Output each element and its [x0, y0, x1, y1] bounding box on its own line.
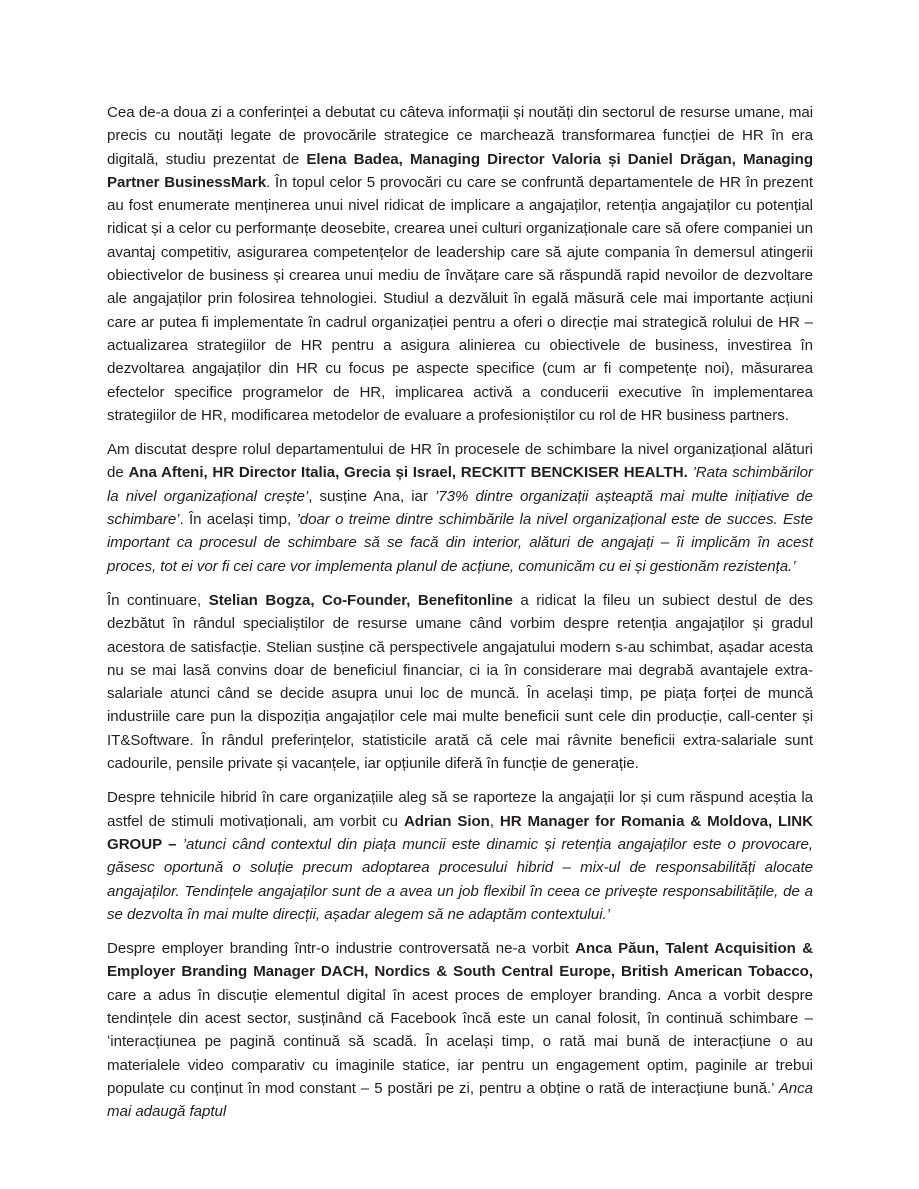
text-run-normal: ,	[489, 812, 500, 830]
text-run-italic: ’Rata schimbărilor la nivel organizațional crește’	[107, 464, 818, 505]
paragraph-1	[107, 101, 818, 427]
text-run-bold: Elena Badea, Managing Director Valoria și Daniel Drăgan, Managing Partner BusinessMark	[107, 150, 818, 191]
text-run-italic: ’doar o treime dintre schimbările la nivel organizațional este de succes. Este important ca procesul de schimbare să se facă din interior, alături de angajați – îi implicăm în acest proces, tot ei vor fi cei care vor implementa planul de acțiune, comunicăm cu ei și gestionăm rezistența.’	[107, 511, 818, 575]
text-run-bold: Ana Afteni, HR Director Italia, Grecia și Israel, RECKITT BENCKISER HEALTH.	[128, 464, 688, 482]
text-run-italic: ’atunci când contextul din piața muncii este dinamic și retenția angajaților este o provocare, găsesc oportună o soluție precum adoptarea procesului hibrid – mix-ul de responsabilități alocate angajaților. Tendințele angajaților sunt de a avea un job flexibil în ceea ce privește responsabilitățile, de a se dezvolta în mai multe direcții, așadar alegem să ne adaptăm contextului.’	[107, 835, 818, 923]
paragraph-5	[107, 937, 818, 1123]
text-run-italic: Anca mai adaugă faptul	[107, 1079, 818, 1121]
text-run-normal: Cea de-a doua zi a conferinței a debutat cu câteva informații și noutăți din sectorul de resurse umane, mai precis cu noutăți legate de provocările strategice ce marchează transformarea funcției de HR în era digitală, studiu prezentat de	[107, 104, 818, 168]
text-run-normal: Despre employer branding într-o industrie controversată ne-a vorbit	[107, 940, 576, 958]
text-run-normal: În continuare,	[107, 591, 209, 609]
paragraph-2	[107, 438, 818, 578]
text-run-normal: Am discutat despre rolul departamentului de HR în procesele de schimbare la nivel organizațional alături de	[107, 441, 818, 482]
text-run-bold: Adrian Sion	[403, 812, 490, 830]
text-run-bold: HR Manager for Romania & Moldova, LINK GROUP –	[107, 812, 818, 853]
text-run-normal: a ridicat la fileu un subiect destul de des dezbătut în rândul specialiștilor de resurse umane când vorbim despre retenția angajaților și gradul acestora de satisfacție. Stelian susține că perspectivele angajatului modern s-au schimbat, așadar acesta nu se mai lasă convins doar de beneficiul financiar, ci ia în considerare mai degrabă avantajele extra-salariale atunci când se decide asupra unui loc de muncă. În același timp, pe piața forței de muncă industriile care pun la dispoziția angajaților cele mai multe beneficii sunt cele din producție, call-center și IT&Software. În rândul preferințelor, statisticile arată că cele mai râvnite beneficii extra-salariale sunt cadourile, pensile private și vacanțele, iar opțiunile diferă în funcție de generație.	[107, 591, 818, 773]
paragraph-3	[107, 589, 818, 775]
text-run-normal: , susține Ana, iar	[308, 487, 435, 505]
text-run-normal: Despre tehnicile hibrid în care organizațiile aleg să se raporteze la angajații lor și cum răspund aceștia la astfel de stimuli motivaționali, am vorbit cu	[107, 789, 818, 830]
text-run-normal: . În același timp,	[179, 511, 297, 529]
text-run-italic: ’73% dintre organizații așteaptă mai multe inițiative de schimbare’	[107, 487, 818, 529]
text-run-bold: Stelian Bogza, Co-Founder, Benefitonline	[208, 591, 513, 609]
article-text-column	[107, 101, 818, 1123]
text-run-normal: . În topul celor 5 provocări cu care se confruntă departamentele de HR în prezent au fost enumerate menținerea unui nivel ridicat de implicare a angajaților, retenția angajaților cu potențial ridicat și a celor cu performanțe deosebite, crearea unei culturi organizaționale care să ofere companiei un avantaj competitiv, asigurarea competențelor de leadership care să ajute compania în demersul atingerii obiectivelor de business și crearea unui mediu de învățare care să răspundă rapid nevoilor de dezvoltare ale angajaților prin folosirea tehnologiei. Studiul a dezvăluit în egală măsură cele mai importante acțiuni care ar putea fi implementate în cadrul organizației pentru a oferi o direcție mai strategică rolului de HR – actualizarea strategiilor de HR pentru a asigura alinierea cu obiectivele de business, investirea în dezvoltarea angajaților din HR cu focus pe aspecte specifice (cum ar fi competențe noi), măsurarea efectelor specifice programelor de HR, implicarea activă a conducerii executive în implementarea strategiilor de HR, modificarea metodelor de evaluare a profesioniștilor cu rol de HR business partners.	[107, 173, 818, 424]
paragraph-4	[107, 786, 818, 926]
text-run-bold: Anca Păun, Talent Acquisition & Employer Branding Manager DACH, Nordics & South Central Europe, British American Tobacco,	[107, 940, 818, 981]
text-run-normal: care a adus în discuție elementul digital în acest proces de employer branding. Anca a vorbit despre tendințele din acest sector, susținând că Facebook încă este un canal folosit, în continuă schimbare – ʻinteracțiunea pe pagină continuă să scadă. În același timp, o rată mai bună de interacțiune o au materialele video comparativ cu imaginile statice, iar pentru un engagement optim, paginile ar trebui populate cu conținut în mod constant – 5 postări pe zi, pentru a obține o rată de interacțiune bună.’	[107, 963, 818, 1097]
